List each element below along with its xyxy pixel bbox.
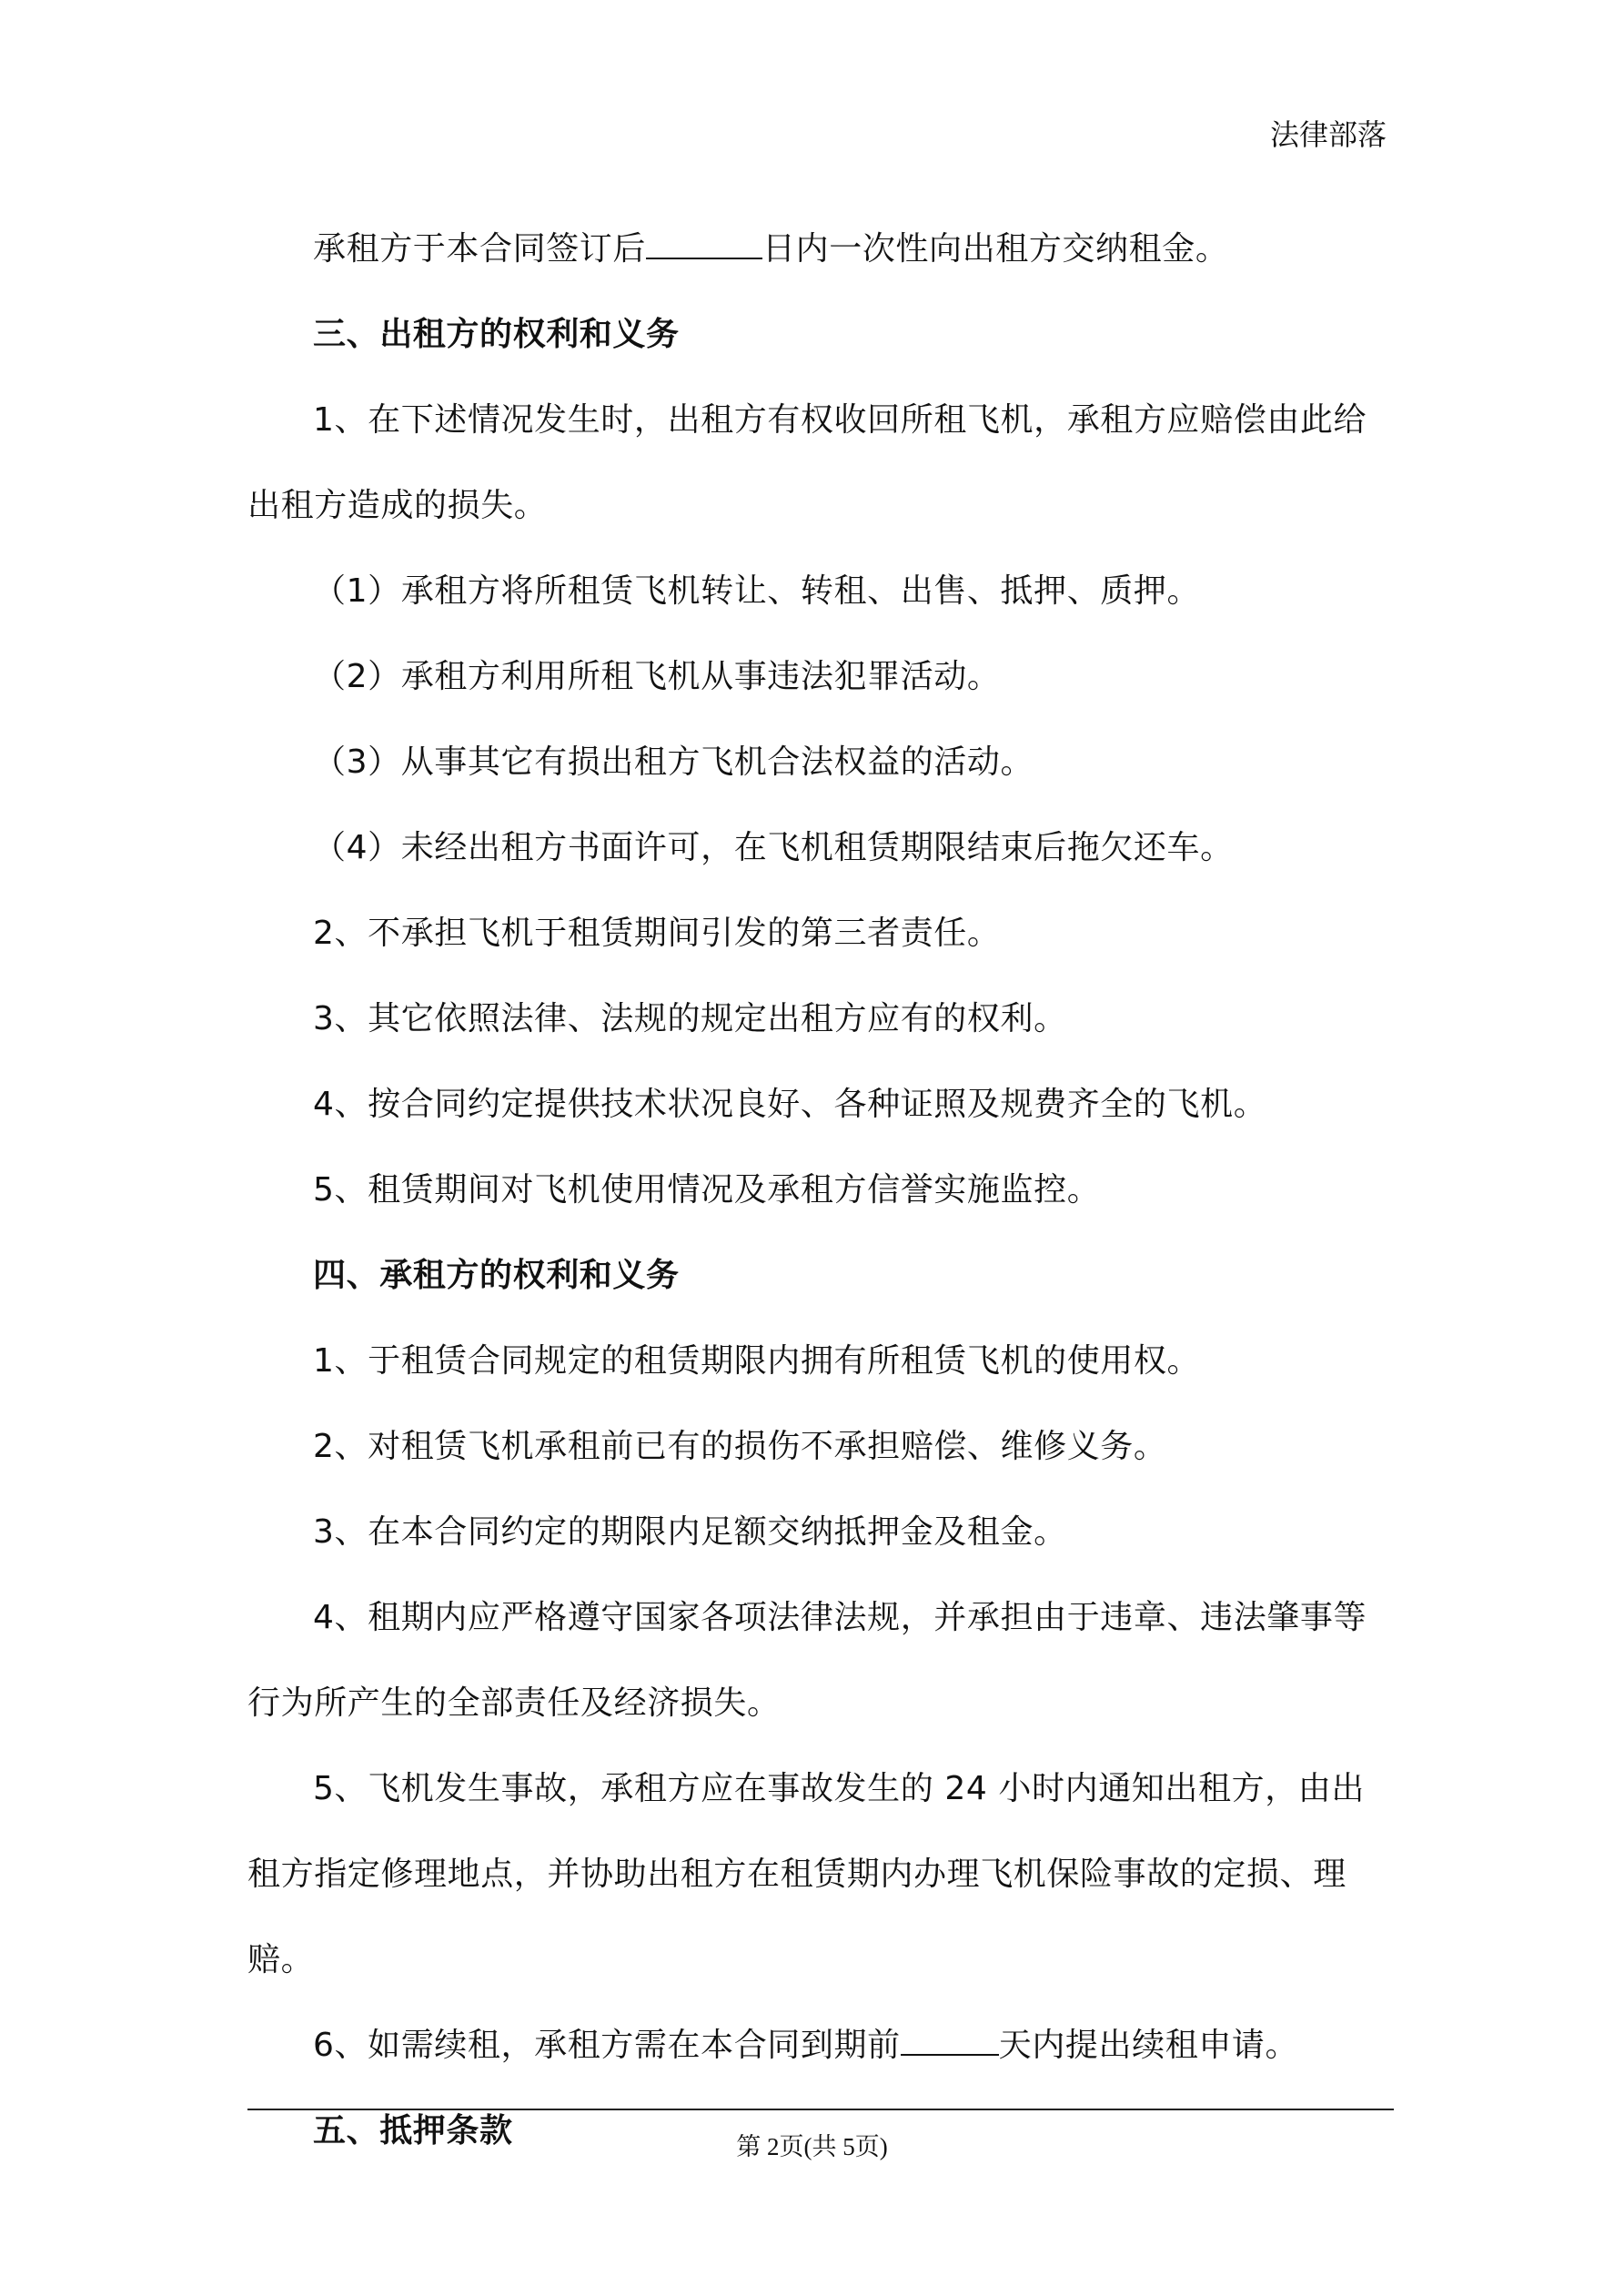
sub-clause-3: （3）从事其它有损出租方飞机合法权益的活动。 — [313, 743, 1034, 781]
clause-lessee-4: 4、租期内应严格遵守国家各项法律法规，并承担由于违章、违法肇事等行为所产生的全部责任及经济损失。 — [247, 1599, 1367, 1722]
clause-lessee-6 — [247, 2003, 1394, 2089]
clause-lessor-2: 2、不承担飞机于租赁期间引发的第三者责任。 — [313, 915, 1001, 952]
sub-clause-4: （4）未经出租方书面许可，在飞机租赁期限结束后拖欠还车。 — [313, 829, 1234, 866]
page-header-title: 法律部落 — [1269, 117, 1387, 152]
rent-payment-clause — [247, 207, 1394, 292]
clause-lessor-4: 4、按合同约定提供技术状况良好、各种证照及规费齐全的飞机。 — [313, 1086, 1267, 1123]
page-number: 第 2页(共 5页) — [736, 2133, 888, 2160]
clause-text: 日内一次性向出租方交纳租金。 — [762, 230, 1229, 268]
section-heading-lessor: 三、出租方的权利和义务 — [313, 316, 680, 353]
clause-lessor-5: 5、租赁期间对飞机使用情况及承租方信誉实施监控。 — [313, 1171, 1101, 1209]
section-heading-deposit: 五、抵押条款 — [313, 2112, 513, 2149]
clause-lessee-1: 1、于租赁合同规定的租赁期限内拥有所租赁飞机的使用权。 — [313, 1342, 1201, 1380]
sub-clause-1: （1）承租方将所租赁飞机转让、转租、出售、抵押、质押。 — [313, 572, 1201, 610]
clause-lessor-1: 1、在下述情况发生时，出租方有权收回所租飞机，承租方应赔偿由此给出租方造成的损失。 — [247, 401, 1367, 524]
clause-text: 承租方于本合同签订后 — [313, 230, 647, 268]
footer-divider — [247, 2109, 1394, 2110]
clause-text: 6、如需续租，承租方需在本合同到期前 — [313, 2027, 901, 2064]
sub-clause-2: （2）承租方利用所租飞机从事违法犯罪活动。 — [313, 658, 1001, 695]
clause-text: 天内提出续租申请。 — [998, 2027, 1299, 2064]
fill-in-blank-days — [901, 2027, 999, 2056]
section-heading-lessee: 四、承租方的权利和义务 — [313, 1257, 680, 1294]
clause-lessee-2: 2、对租赁飞机承租前已有的损伤不承担赔偿、维修义务。 — [313, 1428, 1167, 1465]
fill-in-blank-days — [646, 230, 762, 259]
document-body — [247, 207, 1394, 2174]
clause-lessor-3: 3、其它依照法律、法规的规定出租方应有的权利。 — [313, 1000, 1067, 1037]
clause-lessee-3: 3、在本合同约定的期限内足额交纳抵押金及租金。 — [313, 1513, 1067, 1551]
clause-lessee-5: 5、飞机发生事故，承租方应在事故发生的 24 小时内通知出租方，由出租方指定修理地点，并协助出租方在租赁期内办理飞机保险事故的定损、理赔。 — [247, 1770, 1365, 1978]
